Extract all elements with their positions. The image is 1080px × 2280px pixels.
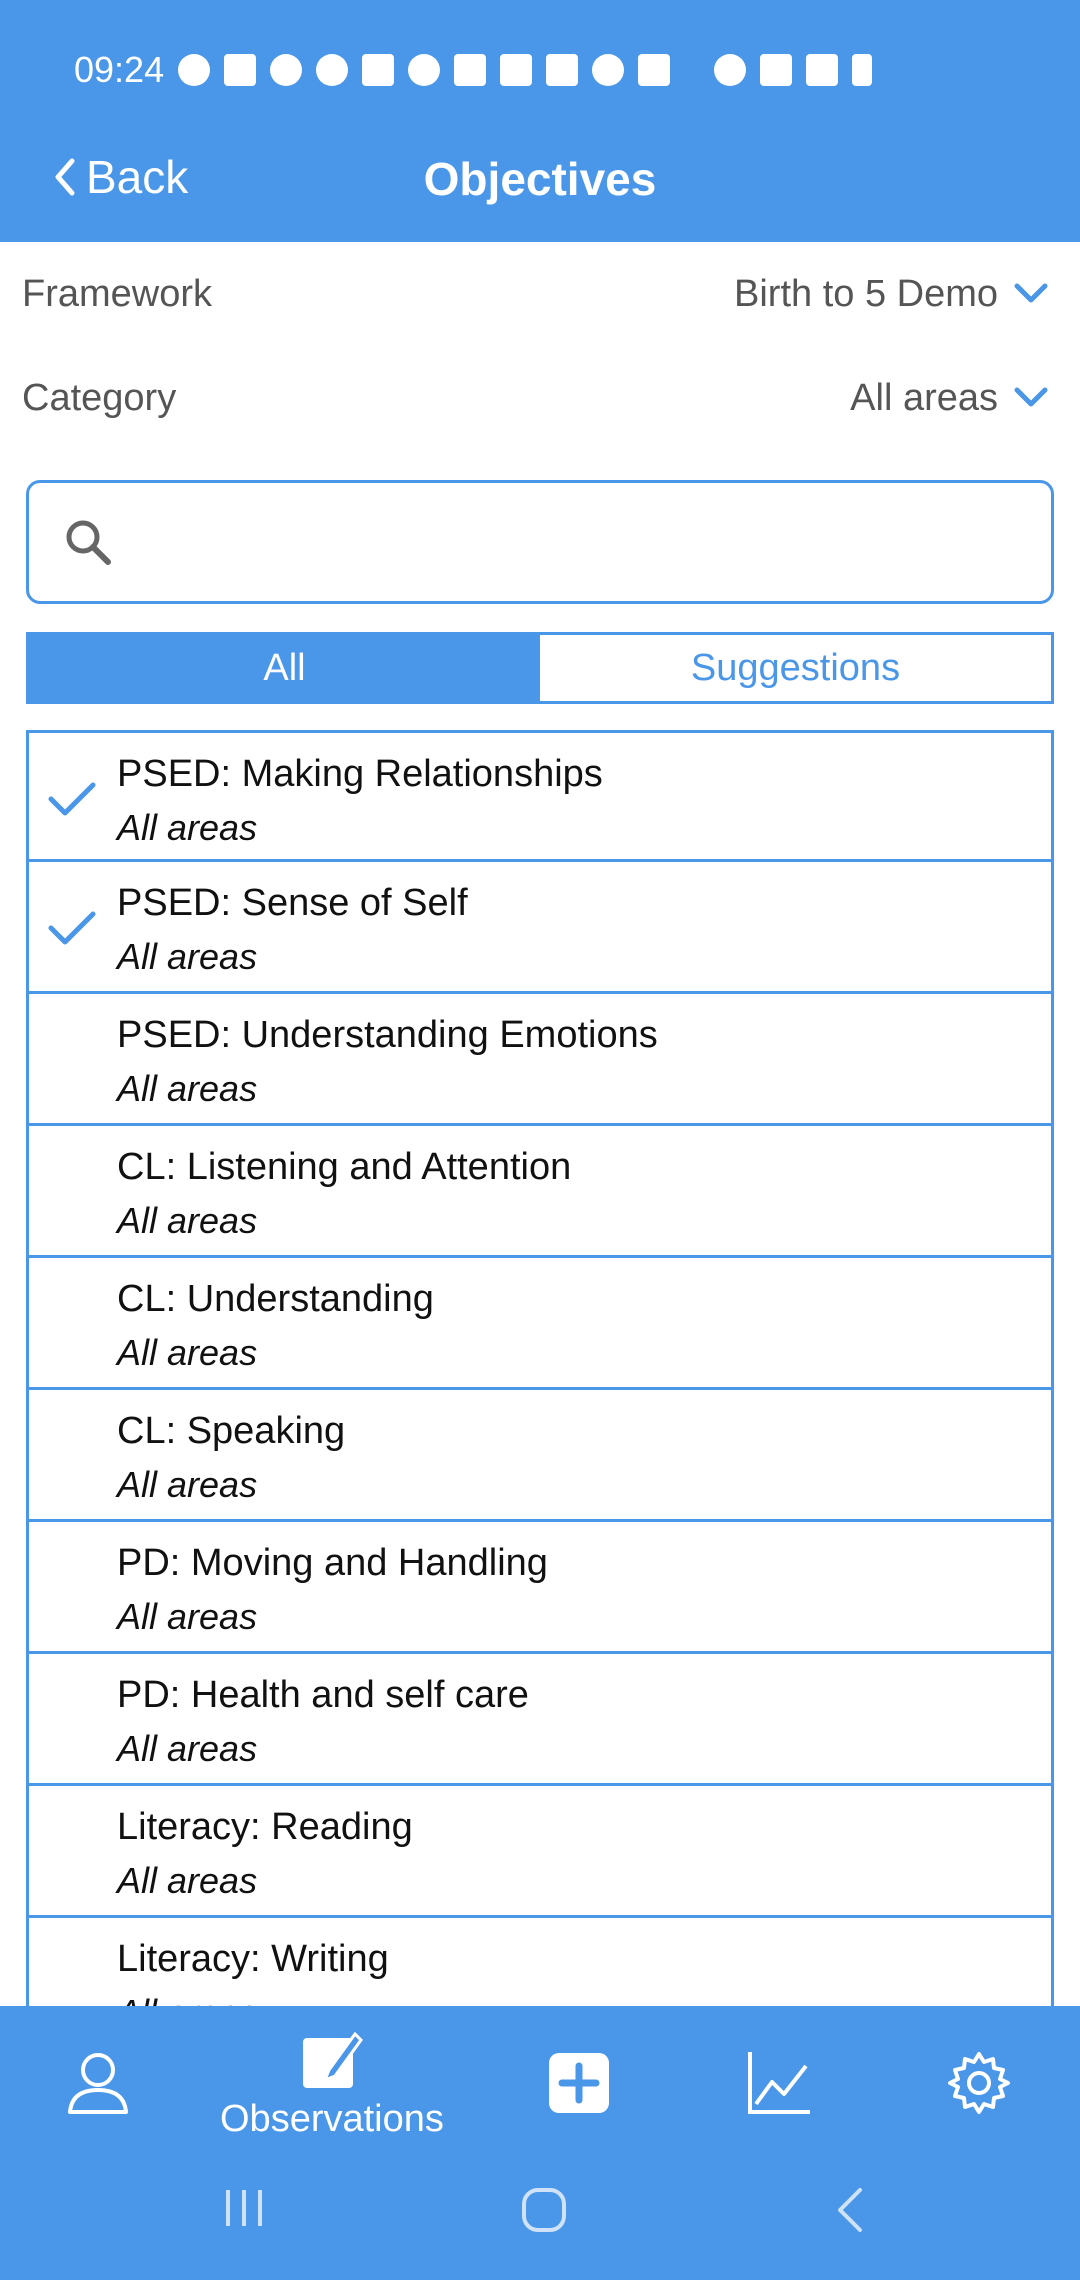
segment-control bbox=[26, 632, 1054, 704]
wifi-icon bbox=[714, 54, 746, 86]
account-icon bbox=[316, 54, 348, 86]
objective-area: All areas bbox=[117, 1860, 258, 1901]
gmail-icon bbox=[546, 54, 578, 86]
checkmark-icon bbox=[47, 906, 97, 950]
objective-area: All areas bbox=[117, 1728, 258, 1769]
list-item[interactable] bbox=[26, 1126, 1054, 1258]
battery-icon bbox=[852, 54, 872, 86]
app-header bbox=[0, 0, 1080, 242]
edit-icon bbox=[299, 2030, 365, 2092]
objective-name: PD: Health and self care bbox=[117, 1674, 529, 1716]
search-box[interactable] bbox=[26, 480, 1054, 604]
framework-label: Framework bbox=[22, 272, 213, 315]
tab-children[interactable] bbox=[66, 2050, 130, 2116]
objective-name: CL: Speaking bbox=[117, 1410, 346, 1452]
mail-icon bbox=[500, 54, 532, 86]
home-button[interactable] bbox=[520, 2186, 568, 2239]
app-icon bbox=[454, 54, 486, 86]
category-label: Category bbox=[22, 376, 177, 419]
person-icon bbox=[66, 2050, 130, 2116]
objective-name: CL: Listening and Attention bbox=[117, 1146, 572, 1188]
objective-area: All areas bbox=[117, 1200, 258, 1241]
list-item[interactable] bbox=[26, 1786, 1054, 1918]
list-item[interactable] bbox=[26, 1258, 1054, 1390]
observations-label: Observations bbox=[220, 2098, 444, 2140]
objective-name: PD: Moving and Handling bbox=[117, 1542, 548, 1584]
lte-icon bbox=[760, 54, 792, 86]
framework-select[interactable] bbox=[734, 273, 1048, 316]
category-row[interactable] bbox=[0, 358, 1080, 438]
tab-observations[interactable] bbox=[220, 2030, 444, 2141]
objective-area: All areas bbox=[117, 936, 258, 977]
search-input[interactable] bbox=[133, 521, 1051, 564]
gear-icon bbox=[946, 2050, 1012, 2116]
objective-area: All areas bbox=[117, 1332, 258, 1373]
back-icon bbox=[830, 2186, 870, 2234]
category-value: All areas bbox=[850, 376, 998, 419]
add-icon bbox=[546, 2050, 612, 2116]
objective-name: PSED: Making Relationships bbox=[117, 753, 603, 795]
objective-area: All areas bbox=[117, 1068, 258, 1109]
objective-name: CL: Understanding bbox=[117, 1278, 434, 1320]
list-item[interactable] bbox=[26, 1390, 1054, 1522]
list-item[interactable] bbox=[26, 730, 1054, 862]
page-title: Objectives bbox=[423, 153, 657, 205]
objectives-list bbox=[26, 730, 1054, 2006]
whatsapp-icon bbox=[178, 54, 210, 86]
bell-icon bbox=[592, 54, 624, 86]
objective-area: All areas bbox=[117, 807, 258, 848]
objective-name: Literacy: Reading bbox=[117, 1806, 413, 1848]
chevron-down-icon bbox=[1014, 387, 1048, 409]
objective-area: All areas bbox=[117, 1464, 258, 1505]
system-nav-bar bbox=[0, 2186, 1080, 2246]
tab-add[interactable] bbox=[546, 2050, 612, 2116]
tab-all[interactable]: All bbox=[29, 635, 540, 701]
image-icon bbox=[638, 54, 670, 86]
list-item[interactable] bbox=[26, 1654, 1054, 1786]
notification-icon bbox=[224, 54, 256, 86]
status-bar bbox=[74, 48, 872, 92]
chevron-down-icon bbox=[1014, 283, 1048, 305]
recent-apps-icon bbox=[222, 2186, 266, 2230]
category-select[interactable] bbox=[850, 377, 1048, 420]
tab-reports[interactable] bbox=[746, 2048, 814, 2116]
status-icons bbox=[178, 54, 872, 86]
objective-name: Literacy: Writing bbox=[117, 1938, 389, 1980]
bottom-tab-bar bbox=[0, 2006, 1080, 2280]
location-icon bbox=[270, 54, 302, 86]
sport-icon bbox=[408, 54, 440, 86]
list-item[interactable] bbox=[26, 862, 1054, 994]
checkmark-icon bbox=[47, 777, 97, 821]
list-item[interactable] bbox=[26, 1522, 1054, 1654]
tab-settings[interactable] bbox=[946, 2050, 1012, 2116]
list-item[interactable] bbox=[26, 994, 1054, 1126]
objective-area: All areas bbox=[117, 1596, 258, 1637]
tab-suggestions[interactable]: Suggestions bbox=[540, 635, 1051, 701]
framework-value: Birth to 5 Demo bbox=[734, 272, 998, 315]
signal-icon bbox=[806, 54, 838, 86]
voicemail-icon bbox=[362, 54, 394, 86]
framework-row[interactable] bbox=[0, 254, 1080, 334]
home-icon bbox=[520, 2186, 568, 2234]
status-time: 09:24 bbox=[74, 49, 165, 90]
system-back-button[interactable] bbox=[830, 2186, 870, 2239]
recent-apps-button[interactable] bbox=[222, 2186, 266, 2235]
search-icon bbox=[63, 517, 113, 567]
objective-name: PSED: Understanding Emotions bbox=[117, 1014, 658, 1056]
chart-icon bbox=[746, 2048, 814, 2116]
back-label: Back bbox=[86, 151, 189, 203]
objective-name: PSED: Sense of Self bbox=[117, 882, 468, 924]
